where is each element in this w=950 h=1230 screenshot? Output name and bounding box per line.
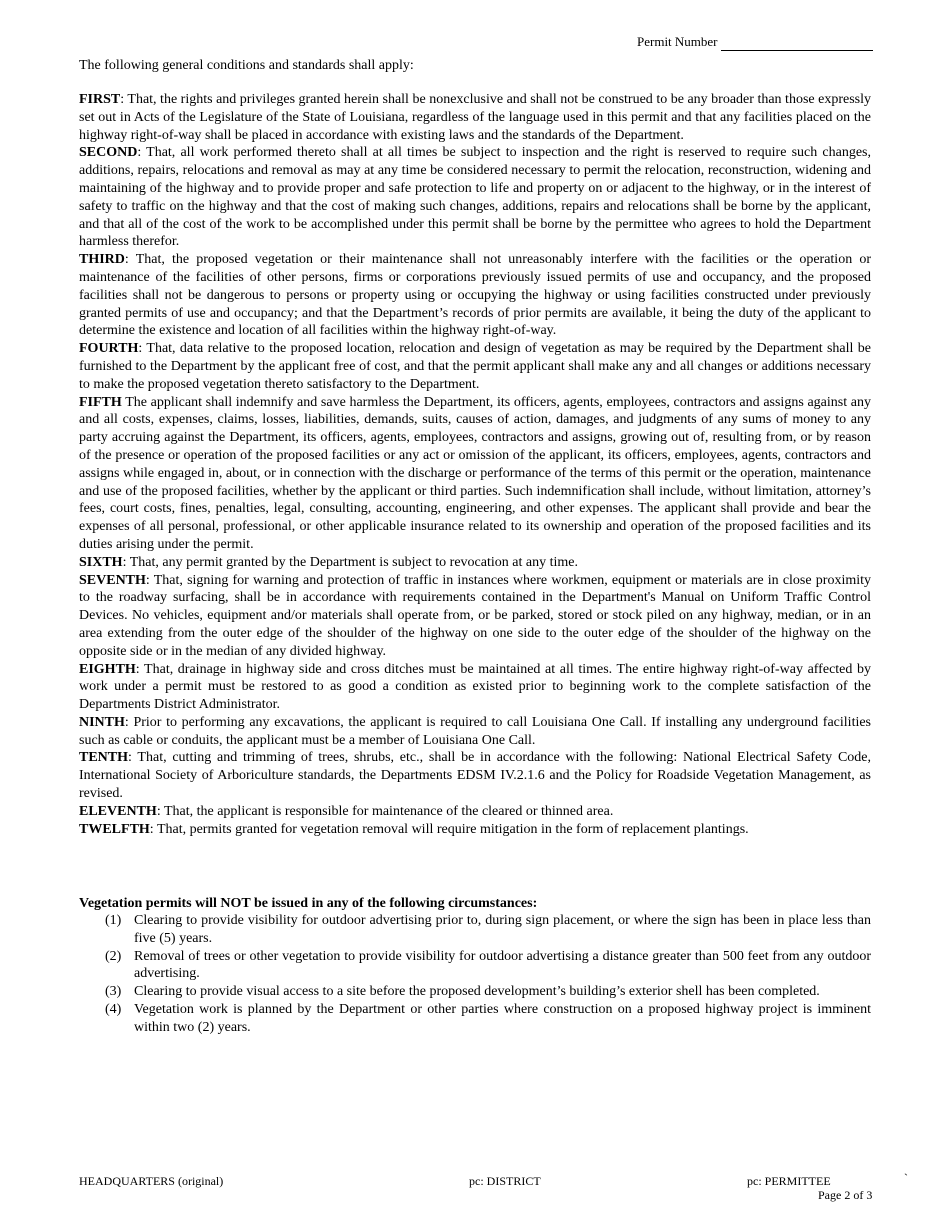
condition-text: Prior to performing any excavations, the applicant is required to call Louisiana One Call. If installing any underground facilities such as cable or conduits, the applicant must be a member of Louisiana One Call. [79, 714, 872, 748]
circumstances-heading: Vegetation permits will NOT be issued in any of the following circumstances: [79, 896, 538, 911]
intro-text: The following general conditions and standards shall apply: [79, 58, 414, 73]
list-item [79, 948, 871, 984]
footer-permittee: pc: PERMITTEE [747, 1174, 831, 1188]
condition-fifth [79, 394, 871, 554]
list-item-text: Clearing to provide visual access to a site before the proposed development’s building’s exterior shell has been completed. [134, 984, 820, 1000]
list-item-text: Vegetation work is planned by the Department or other parties where construction on a proposed highway project is imminent within two (2) years. [134, 1001, 871, 1035]
condition-first: FIRST: That, the rights and privileges granted herein shall be nonexclusive and shall not be construed to be any broader than those expressly set out in Acts of the Legislature of the State of Louisiana, regardless of the language used in this permit and that any facilities placed on the highway right-of-way shall be placed in accordance with existing laws and the standards of the Department. [79, 92, 871, 143]
conditions-list [79, 91, 871, 838]
condition-ordinal: THIRD [79, 252, 125, 268]
condition-eleventh: ELEVENTH: That, the applicant is responsible for maintenance of the cleared or thinned area. [79, 803, 614, 819]
condition-ordinal: SEVENTH [79, 572, 146, 588]
list-item [79, 1001, 871, 1037]
condition-ordinal: FIFTH [79, 394, 122, 410]
list-item-number: (3) [105, 984, 122, 1000]
condition-text: That, the rights and privileges granted herein shall be nonexclusive and shall not be construed to be any broader than those expressly set out in Acts of the Legislature of the State of Louisiana, regardless of the language used in this permit and that any facilities placed on the highway right-of-way shall be placed in accordance with existing laws and the standards of the Department. [79, 92, 871, 143]
condition-third: THIRD: That, the proposed vegetation or their maintenance shall not unreasonably interfere with the facilities or the operation or maintenance of the facilities of other persons, firms or corporations previously issued permits of use and occupancy, and the proposed facilities shall not be dangerous to persons or property using or occupying the highway or using facilities constructed under previously granted permits of use and occupancy; and that the Department’s records of prior permits are available, it being the duty of the applicant to determine the existence and location of all facilities within the highway right-of-way. [79, 252, 872, 339]
footer-stray-mark: ` [904, 1171, 908, 1185]
condition-fourth: FOURTH: That, data relative to the proposed location, relocation and design of vegetation as may be required by the Department shall be furnished to the Department by the applicant free of cost, and that the permit applicant shall make any and all changes or additions necessary to make the proposed vegetation thereto satisfactory to the Department. [79, 341, 871, 392]
list-item [79, 912, 871, 948]
footer-headquarters: HEADQUARTERS (original) [79, 1174, 224, 1188]
condition-ninth: NINTH: Prior to performing any excavations, the applicant is required to call Louisiana One Call. If installing any underground facilities such as cable or conduits, the applicant must be a member of Louisiana One Call. [79, 714, 872, 748]
condition-text: That, data relative to the proposed location, relocation and design of vegetation as may be required by the Department shall be furnished to the Department by the applicant free of cost, and that the permit applicant shall make any and all changes or additions necessary to make the proposed vegetation thereto satisfactory to the Department. [79, 341, 871, 392]
condition-text: That, drainage in highway side and cross ditches must be maintained at all times. The entire highway right-of-way affected by work under a permit must be restored to as good a condition as existed prior to beginning work to the complete satisfaction of the Departments District Administrator. [79, 661, 871, 713]
condition-seventh: SEVENTH: That, signing for warning and protection of traffic in instances where workmen, equipment or materials are in close proximity to the roadway surfacing, shall be in accordance with requirements contained in the Department's Manual on Uniform Traffic Control Devices. No vehicles, equipment and/or materials shall operate from, or be parked, stored or stock piled on any highway, median, or in an area extending from the outer edge of the shoulder of the highway on one side to the outer edge of the shoulder of the highway on the opposite side or in the median of any divided highway. [79, 572, 871, 659]
list-item [79, 983, 871, 1001]
list-item-number: (1) [105, 913, 122, 928]
circumstances-list [79, 912, 871, 1037]
footer-district: pc: DISTRICT [469, 1174, 541, 1188]
list-item-number: (2) [105, 948, 122, 964]
condition-text: That, cutting and trimming of trees, shrubs, etc., shall be in accordance with the following: National Electrical Safety Code, International Society of Arboriculture standards, the Departments EDSM IV.2.1.6 and the Policy for Roadside Vegetation Management, as revised. [79, 750, 871, 802]
condition-ordinal: FOURTH [79, 341, 139, 357]
condition-ordinal: SECOND [79, 145, 138, 161]
page-number: Page 2 of 3 [818, 1188, 873, 1202]
list-item-number: (4) [105, 1001, 122, 1017]
list-item-text: Clearing to provide visibility for outdoor advertising prior to, during sign placement, or where the sign has been in place less than five (5) years. [134, 913, 871, 946]
condition-twelfth: TWELFTH: That, permits granted for vegetation removal will require mitigation in the form of replacement plantings. [79, 821, 749, 837]
condition-ordinal: EIGHTH [79, 661, 136, 677]
condition-eighth: EIGHTH: That, drainage in highway side and cross ditches must be maintained at all times. The entire highway right-of-way affected by work under a permit must be restored to as good a condition as existed prior to beginning work to the complete satisfaction of the Departments District Administrator. [79, 661, 871, 713]
condition-text: That, the proposed vegetation or their maintenance shall not unreasonably interfere with the facilities or the operation or maintenance of the facilities of other persons, firms or corporations previously issued permits of use and occupancy, and the proposed facilities shall not be dangerous to persons or property using or occupying the highway or using facilities constructed under previously granted permits of use and occupancy; and that the Department’s records of prior permits are available, it being the duty of the applicant to determine the existence and location of all facilities within the highway right-of-way. [79, 252, 872, 339]
condition-ordinal: NINTH [79, 714, 125, 730]
condition-text: The applicant shall indemnify and save harmless the Department, its officers, agents, employees, contractors and assigns against any and all costs, expenses, claims, losses, liabilities, demands, suits, causes of action, damages, and judgments of any sums of money to any party accruing against the Department, its officers, agents, employees, contractors and assigns, growing out of, resulting from, or by reason of the presence or operation of the proposed facilities or any act or omission of the applicant, its officers, employees, agents, contractors and assigns while engaged in, about, or in connection with the discharge or performance of the terms of this permit or the operation, maintenance and use of the proposed facilities, whether by the applicant or third parties. Such indemnification shall include, without limitation, attorney’s fees, court costs, fines, penalties, legal, consulting, accounting, engineering, and other expenses. The applicant shall provide and bear the expenses of all personal, professional, or other applicable insurance related to its ownership and operation of the proposed facilities and its duties arising under the permit. [79, 394, 871, 552]
condition-text: That, any permit granted by the Department is subject to revocation at any time. [129, 554, 578, 570]
permit-number-label: Permit Number [637, 34, 718, 49]
condition-text: That, the applicant is responsible for maintenance of the cleared or thinned area. [163, 803, 614, 819]
condition-ordinal: ELEVENTH [79, 803, 157, 819]
permit-number-blank [721, 37, 873, 51]
condition-text: That, all work performed thereto shall at all times be subject to inspection and the right is reserved to require such changes, additions, repairs, relocations and removal as may at any time be considered necessary to permit the relocation, reconstruction, widening and maintaining of the highway and to provide proper and safe protection to life and property on or adjacent to the highway, or in the interest of safety to traffic on the highway and that the cost of making such changes, additions, repairs and relocations shall be borne by the applicant, and that all of the cost of the work to be accomplished under this permit shall be borne by the permittee who agrees to hold the Department harmless therefor. [79, 145, 871, 250]
condition-text: That, signing for warning and protection of traffic in instances where workmen, equipment or materials are in close proximity to the roadway surfacing, shall be in accordance with requirements contained in the Department's Manual on Uniform Traffic Control Devices. No vehicles, equipment and/or materials shall operate from, or be parked, stored or stock piled on any highway, median, or in an area extending from the outer edge of the shoulder of the highway on one side to the outer edge of the shoulder of the highway on the opposite side or in the median of any divided highway. [79, 572, 871, 659]
condition-sixth: SIXTH: That, any permit granted by the Department is subject to revocation at any time. [79, 554, 578, 570]
condition-text: That, permits granted for vegetation removal will require mitigation in the form of replacement plantings. [156, 821, 749, 837]
condition-ordinal: FIRST [79, 92, 121, 107]
condition-ordinal: TWELFTH [79, 821, 150, 837]
permit-number-field [637, 33, 873, 51]
condition-ordinal: TENTH [79, 750, 129, 766]
condition-ordinal: SIXTH [79, 554, 123, 570]
condition-tenth: TENTH: That, cutting and trimming of trees, shrubs, etc., shall be in accordance with the following: National Electrical Safety Code, International Society of Arboriculture standards, the Departments EDSM IV.2.1.6 and the Policy for Roadside Vegetation Management, as revised. [79, 750, 871, 802]
condition-second: SECOND: That, all work performed thereto shall at all times be subject to inspection and the right is reserved to require such changes, additions, repairs, relocations and removal as may at any time be considered necessary to permit the relocation, reconstruction, widening and maintaining of the highway and to provide proper and safe protection to life and property on or adjacent to the highway, or in the interest of safety to traffic on the highway and that the cost of making such changes, additions, repairs and relocations shall be borne by the applicant, and that all of the cost of the work to be accomplished under this permit shall be borne by the permittee who agrees to hold the Department harmless therefor. [79, 145, 871, 250]
list-item-text: Removal of trees or other vegetation to provide visibility for outdoor advertising a distance greater than 500 feet from any outdoor advertising. [134, 948, 871, 982]
